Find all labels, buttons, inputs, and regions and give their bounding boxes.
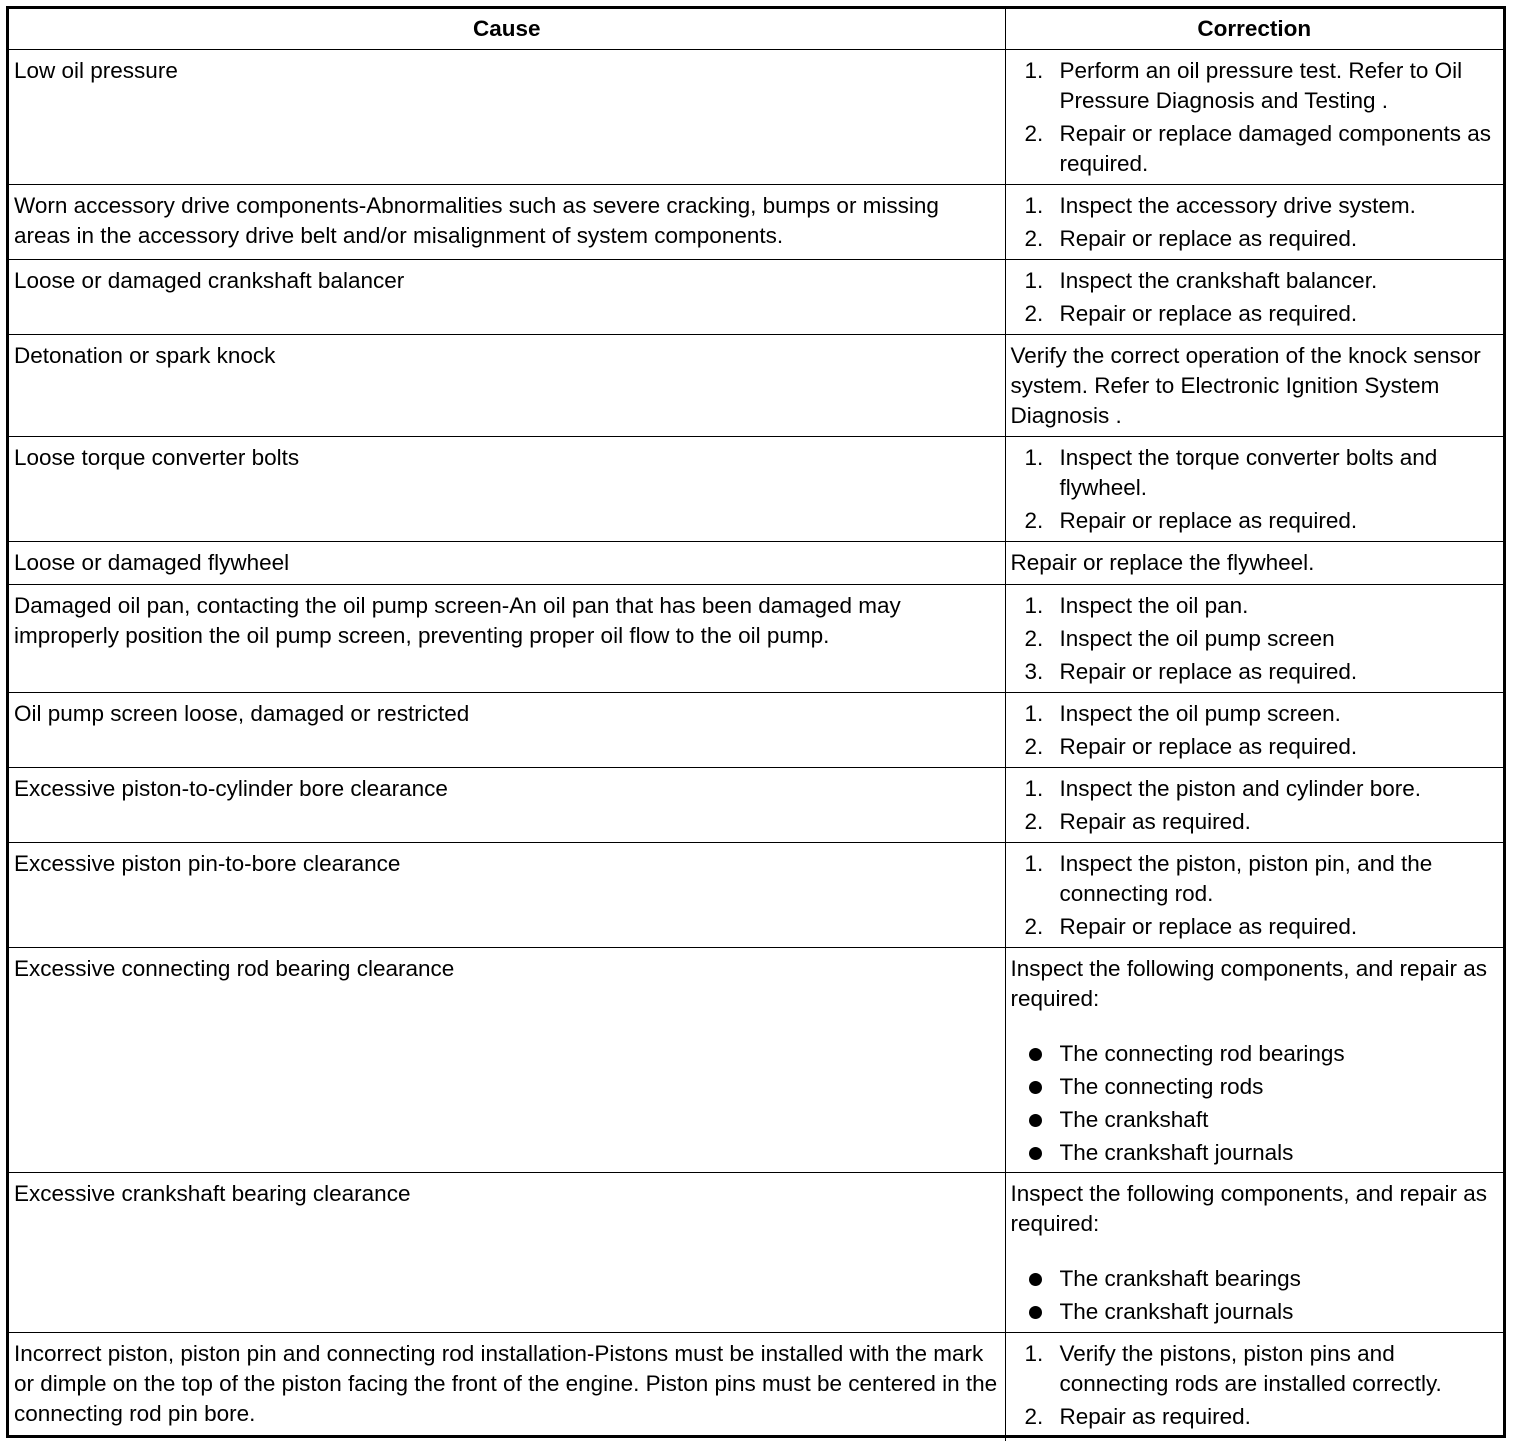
correction-cell bbox=[1005, 185, 1503, 260]
bullet-text: The crankshaft journals bbox=[1059, 1140, 1294, 1165]
correction-text: Repair or replace the flywheel. bbox=[1010, 550, 1315, 575]
column-header-correction: Correction bbox=[1005, 9, 1503, 50]
step-number: 1. bbox=[1024, 445, 1044, 470]
cause-cell: Low oil pressure bbox=[9, 50, 1005, 185]
step-text: Inspect the oil pan. bbox=[1059, 593, 1249, 618]
step-text: Inspect the accessory drive system. bbox=[1059, 193, 1416, 218]
step-number: 2. bbox=[1024, 121, 1044, 146]
bullet-text: The connecting rod bearings bbox=[1059, 1041, 1345, 1066]
cause-cell: Incorrect piston, piston pin and connecting rod installation-Pistons must be installed with the mark or dimple on the top of the piston facing the front of the engine. Piston pins must be centered in the connecting rod pin bore. bbox=[9, 1333, 1005, 1441]
table-header-row bbox=[9, 9, 1503, 50]
table-row bbox=[9, 185, 1503, 260]
bullet-text: The crankshaft journals bbox=[1059, 1299, 1294, 1324]
correction-cell bbox=[1005, 585, 1503, 693]
step-number: 1. bbox=[1024, 268, 1044, 293]
step-number: 1. bbox=[1024, 58, 1044, 83]
bullet-text: The crankshaft bbox=[1059, 1107, 1209, 1132]
correction-cell bbox=[1005, 843, 1503, 948]
step-number: 1. bbox=[1024, 851, 1044, 876]
cause-cell: Loose or damaged crankshaft balancer bbox=[9, 260, 1005, 335]
bullet-icon bbox=[1029, 1273, 1042, 1286]
list-item bbox=[1011, 1339, 1498, 1399]
step-number: 1. bbox=[1024, 193, 1044, 218]
cause-cell: Oil pump screen loose, damaged or restricted bbox=[9, 693, 1005, 768]
cause-cell: Loose torque converter bolts bbox=[9, 437, 1005, 542]
step-number: 1. bbox=[1024, 776, 1044, 801]
list-item bbox=[1011, 1402, 1498, 1432]
correction-steps bbox=[1011, 56, 1498, 179]
cause-cell: Excessive piston-to-cylinder bore clearance bbox=[9, 768, 1005, 843]
table-row bbox=[9, 948, 1503, 1173]
step-number: 3. bbox=[1024, 659, 1044, 684]
list-item bbox=[1011, 699, 1498, 729]
cause-cell: Worn accessory drive components-Abnormalities such as severe cracking, bumps or missing areas in the accessory drive belt and/or misalignment of system components. bbox=[9, 185, 1005, 260]
list-item bbox=[1011, 912, 1498, 942]
correction-text: Verify the correct operation of the knock sensor system. Refer to Electronic Ignition System Diagnosis . bbox=[1010, 343, 1481, 428]
list-item bbox=[1011, 506, 1498, 536]
step-number: 1. bbox=[1024, 593, 1044, 618]
step-text: Inspect the torque converter bolts and flywheel. bbox=[1059, 445, 1438, 500]
step-number: 2. bbox=[1024, 301, 1044, 326]
bullet-text: The crankshaft bearings bbox=[1059, 1266, 1301, 1291]
correction-bullets bbox=[1011, 1039, 1498, 1168]
correction-cell bbox=[1005, 693, 1503, 768]
step-number: 1. bbox=[1024, 701, 1044, 726]
table-row bbox=[9, 585, 1503, 693]
step-text: Repair or replace as required. bbox=[1059, 659, 1358, 684]
list-item bbox=[1011, 849, 1498, 909]
list-item bbox=[1011, 1264, 1498, 1294]
step-number: 1. bbox=[1024, 1341, 1044, 1366]
cause-cell: Damaged oil pan, contacting the oil pump screen-An oil pan that has been damaged may improperly position the oil pump screen, preventing proper oil flow to the oil pump. bbox=[9, 585, 1005, 693]
step-text: Perform an oil pressure test. Refer to Oil Pressure Diagnosis and Testing . bbox=[1059, 58, 1463, 113]
list-item bbox=[1011, 119, 1498, 179]
correction-cell bbox=[1005, 948, 1503, 1173]
list-item bbox=[1011, 1105, 1498, 1135]
correction-steps bbox=[1011, 699, 1498, 762]
bullet-text: The connecting rods bbox=[1059, 1074, 1264, 1099]
correction-text: Inspect the following components, and repair as required: bbox=[1010, 1181, 1488, 1236]
diagnostic-table-frame bbox=[6, 6, 1506, 1438]
step-number: 2. bbox=[1024, 809, 1044, 834]
step-text: Verify the pistons, piston pins and connecting rods are installed correctly. bbox=[1059, 1341, 1442, 1396]
list-item bbox=[1011, 807, 1498, 837]
step-text: Repair or replace as required. bbox=[1059, 734, 1358, 759]
list-item bbox=[1011, 657, 1498, 687]
cause-cell: Excessive connecting rod bearing clearance bbox=[9, 948, 1005, 1173]
column-header-cause: Cause bbox=[9, 9, 1005, 50]
table-row bbox=[9, 1173, 1503, 1333]
step-text: Repair or replace as required. bbox=[1059, 508, 1358, 533]
list-item bbox=[1011, 1072, 1498, 1102]
cause-cell: Excessive crankshaft bearing clearance bbox=[9, 1173, 1005, 1333]
step-text: Inspect the oil pump screen. bbox=[1059, 701, 1341, 726]
list-item bbox=[1011, 732, 1498, 762]
table-row bbox=[9, 260, 1503, 335]
list-item bbox=[1011, 56, 1498, 116]
step-text: Repair or replace as required. bbox=[1059, 226, 1358, 251]
bullet-icon bbox=[1029, 1147, 1042, 1160]
cause-cell: Loose or damaged flywheel bbox=[9, 542, 1005, 585]
correction-steps bbox=[1011, 443, 1498, 536]
list-item bbox=[1011, 624, 1498, 654]
table-body bbox=[9, 50, 1503, 1441]
correction-cell bbox=[1005, 1173, 1503, 1333]
correction-cell bbox=[1005, 768, 1503, 843]
list-item bbox=[1011, 591, 1498, 621]
step-text: Inspect the crankshaft balancer. bbox=[1059, 268, 1378, 293]
correction-text: Inspect the following components, and repair as required: bbox=[1010, 956, 1488, 1011]
correction-steps bbox=[1011, 591, 1498, 687]
list-item bbox=[1011, 774, 1498, 804]
bullet-icon bbox=[1029, 1114, 1042, 1127]
step-text: Repair as required. bbox=[1059, 809, 1251, 834]
correction-cell bbox=[1005, 437, 1503, 542]
step-text: Repair or replace as required. bbox=[1059, 301, 1358, 326]
bullet-icon bbox=[1029, 1306, 1042, 1319]
step-number: 2. bbox=[1024, 1404, 1044, 1429]
table-row bbox=[9, 843, 1503, 948]
list-item bbox=[1011, 224, 1498, 254]
bullet-icon bbox=[1029, 1048, 1042, 1061]
list-item bbox=[1011, 1297, 1498, 1327]
step-number: 2. bbox=[1024, 734, 1044, 759]
correction-cell bbox=[1005, 335, 1503, 437]
table-row bbox=[9, 335, 1503, 437]
table-row bbox=[9, 437, 1503, 542]
cause-cell: Detonation or spark knock bbox=[9, 335, 1005, 437]
correction-steps bbox=[1011, 191, 1498, 254]
table-row bbox=[9, 768, 1503, 843]
correction-bullets bbox=[1011, 1264, 1498, 1327]
step-number: 2. bbox=[1024, 226, 1044, 251]
bullet-icon bbox=[1029, 1081, 1042, 1094]
correction-steps bbox=[1011, 266, 1498, 329]
list-item bbox=[1011, 1138, 1498, 1168]
correction-steps bbox=[1011, 1339, 1498, 1432]
correction-cell bbox=[1005, 542, 1503, 585]
table-row bbox=[9, 693, 1503, 768]
table-row bbox=[9, 1333, 1503, 1441]
cause-cell: Excessive piston pin-to-bore clearance bbox=[9, 843, 1005, 948]
list-item bbox=[1011, 299, 1498, 329]
correction-cell bbox=[1005, 1333, 1503, 1441]
step-number: 2. bbox=[1024, 508, 1044, 533]
diagnostic-table bbox=[9, 9, 1503, 1441]
table-row bbox=[9, 50, 1503, 185]
correction-cell bbox=[1005, 50, 1503, 185]
list-item bbox=[1011, 1039, 1498, 1069]
step-number: 2. bbox=[1024, 914, 1044, 939]
list-item bbox=[1011, 266, 1498, 296]
step-text: Repair or replace damaged components as required. bbox=[1059, 121, 1491, 176]
table-row bbox=[9, 542, 1503, 585]
list-item bbox=[1011, 191, 1498, 221]
list-item bbox=[1011, 443, 1498, 503]
correction-steps bbox=[1011, 774, 1498, 837]
step-text: Repair as required. bbox=[1059, 1404, 1251, 1429]
step-text: Inspect the piston and cylinder bore. bbox=[1059, 776, 1421, 801]
step-text: Inspect the oil pump screen bbox=[1059, 626, 1335, 651]
correction-cell bbox=[1005, 260, 1503, 335]
step-number: 2. bbox=[1024, 626, 1044, 651]
step-text: Repair or replace as required. bbox=[1059, 914, 1358, 939]
correction-steps bbox=[1011, 849, 1498, 942]
step-text: Inspect the piston, piston pin, and the connecting rod. bbox=[1059, 851, 1433, 906]
